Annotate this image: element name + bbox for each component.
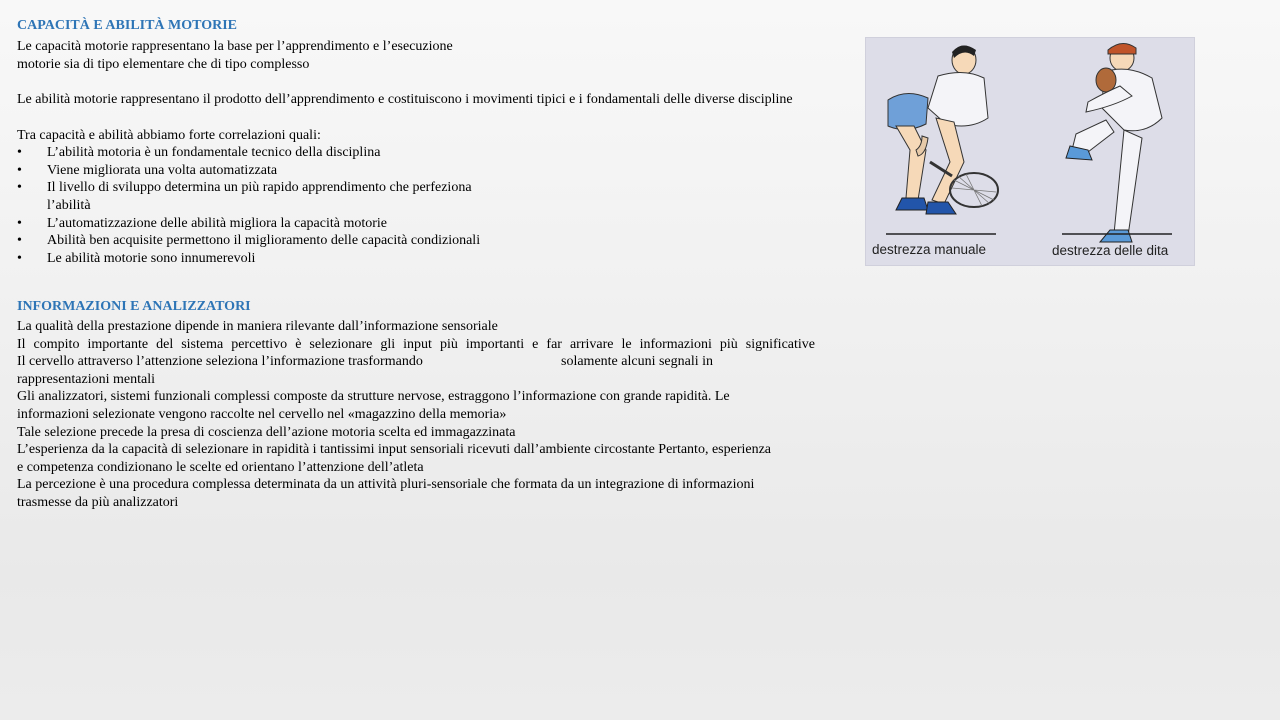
paragraph-line: L’esperienza da la capacità di selezionare in rapidità i tantissimi input sensoriali ricevuti dall’ambiente circostante Pertanto, esperienza	[17, 442, 772, 458]
paragraph-line: trasmesse da più analizzatori	[17, 495, 179, 510]
athletes-illustration	[866, 38, 1196, 267]
bullet-marker: •	[17, 180, 22, 196]
bullet-marker: •	[17, 145, 22, 161]
bullet-marker: •	[17, 250, 22, 266]
list-item-text: Il livello di sviluppo determina un più rapido apprendimento che perfeziona	[47, 180, 472, 196]
paragraph-line: Le capacità motorie rappresentano la base per l’apprendimento e l’esecuzione	[17, 39, 453, 54]
paragraph-line	[17, 336, 815, 354]
illustration-destrezza	[865, 37, 1195, 266]
caption-destrezza-manuale: destrezza manuale	[872, 242, 987, 257]
list-item-text: L’abilità motoria è un fondamentale tecnico della disciplina	[47, 145, 381, 161]
section-title-informazioni: INFORMAZIONI E ANALIZZATORI	[17, 299, 251, 314]
bullet-marker: •	[17, 233, 22, 249]
caption-destrezza-dita: destrezza delle dita	[1052, 243, 1169, 258]
paragraph-line: Tra capacità e abilità abbiamo forte correlazioni quali:	[17, 127, 321, 143]
bullet-marker: •	[17, 215, 22, 231]
paragraph-line: motorie sia di tipo elementare che di tipo complesso	[17, 56, 310, 72]
paragraph-line: e competenza condizionano le scelte ed orientano l’attenzione dell’atleta	[17, 459, 424, 475]
paragraph-line-fragment: solamente alcuni segnali in	[561, 354, 714, 370]
paragraph-line: Tale selezione precede la presa di coscienza dell’azione motoria scelta ed immagazzinata	[17, 424, 516, 440]
section-title-capacita: CAPACITÀ E ABILITÀ MOTORIE	[17, 18, 238, 33]
paragraph-line: informazioni selezionate vengono raccolte nel cervello nel «magazzino della memoria»	[17, 407, 507, 422]
paragraph-line: Gli analizzatori, sistemi funzionali complessi composte da strutture nervose, estraggono l’informazione con grande rapidità. Le	[17, 389, 730, 405]
list-item-text: Viene migliorata una volta automatizzata	[47, 162, 278, 178]
list-item-text: l’abilità	[47, 198, 91, 213]
paragraph-line: rappresentazioni mentali	[17, 371, 155, 387]
paragraph-line: La qualità della prestazione dipende in maniera rilevante dall’informazione sensoriale	[17, 319, 498, 334]
paragraph-line: Il cervello attraverso l’attenzione seleziona l’informazione trasformando	[17, 354, 423, 370]
list-item-text: Le abilità motorie sono innumerevoli	[47, 250, 256, 266]
justified-line: Il compito importante del sistema percettivo è selezionare gli input più importanti e far arrivare le informazioni più significative	[17, 336, 815, 352]
paragraph-line: La percezione è una procedura complessa determinata da un attività pluri-sensoriale che formata da un integrazione di informazioni	[17, 477, 755, 493]
bullet-marker: •	[17, 162, 22, 178]
paragraph-line: Le abilità motorie rappresentano il prodotto dell’apprendimento e costituiscono i movimenti tipici e i fondamentali delle diverse discipline	[17, 92, 793, 107]
list-item-text: Abilità ben acquisite permettono il miglioramento delle capacità condizionali	[47, 233, 481, 249]
list-item-text: L’automatizzazione delle abilità migliora la capacità motorie	[47, 215, 387, 231]
pitcher-player-icon	[1062, 43, 1172, 242]
tennis-player-icon	[886, 45, 998, 234]
